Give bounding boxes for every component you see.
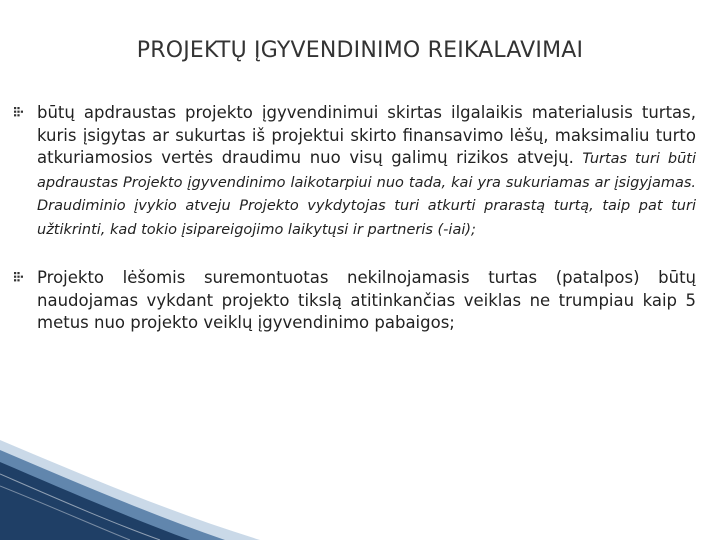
bullet-text-regular: būtų apdraustas projekto įgyvendinimui skirtas ilgalaikis materialusis turtas, kuris įsigytas ar sukurtas iš projektui skirto finansavimo lėšų, maksimaliu turto atkuriamosios vertės draudimu nuo visų galimų rizikos atvejų.: [37, 103, 696, 167]
bullet-item: [13, 267, 696, 335]
bullet-text-regular: Projekto lėšomis suremontuotas nekilnojamasis turtas (patalpos) būtų naudojamas vykdant projekto tikslą atitinkančias veiklas ne trumpiau kaip 5 metus nuo projekto veiklų įgyvendinimo pabaigos;: [37, 268, 696, 332]
corner-wave-decoration: [0, 440, 720, 540]
bullet-icon: [13, 106, 25, 120]
bullet-item: [13, 102, 696, 241]
bullet-icon: [13, 271, 25, 285]
bullet-list: [13, 102, 696, 361]
bullet-text-italic: Turtas turi būti apdraustas Projekto įgyvendinimo laikotarpiui nuo tada, kai yra sukuriamas ar įsigyjamas. Draudiminio įvykio atveju Projekto vykdytojas turi atkurti prarastą turtą, taip pat turi užtikrinti, kad tokio įsipareigojimo laikytųsi ir partneris (-iai);: [37, 151, 696, 238]
slide-title: PROJEKTŲ ĮGYVENDINIMO REIKALAVIMAI: [136, 38, 584, 63]
